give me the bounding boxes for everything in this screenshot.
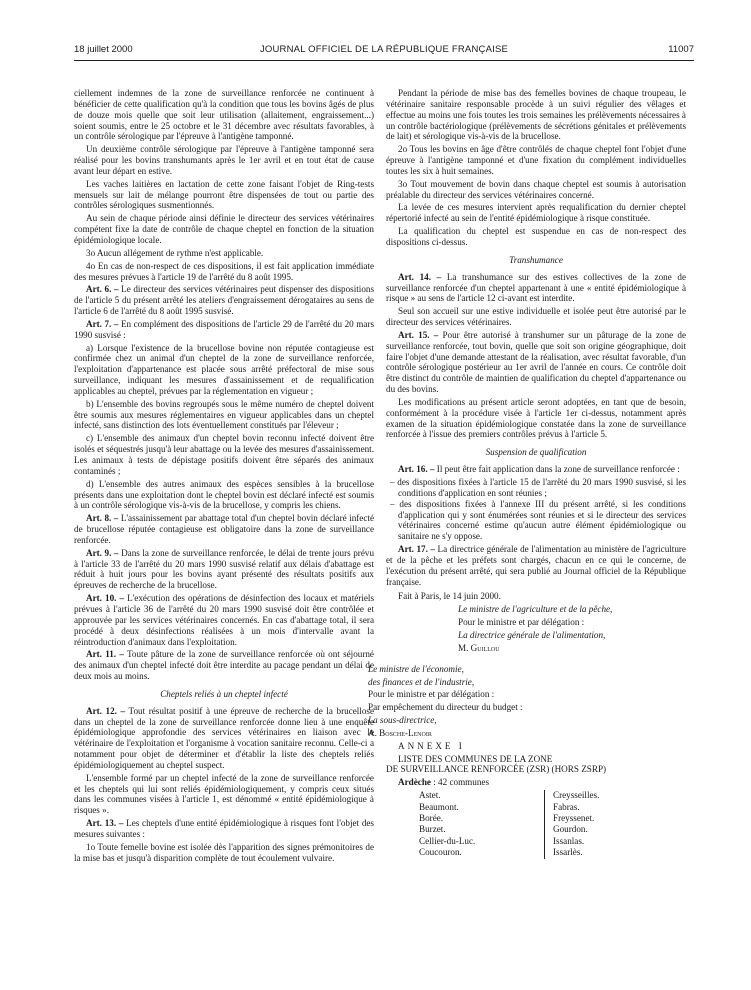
article-text: Le directeur des services vétérinaires peut dispenser des dispositions de l'article 5 du présent arrêté les ateliers d'engraissement dérogataires au sens de l'article 6 de l'arrêté du 8 août 1995 susvisé. bbox=[74, 284, 374, 317]
article-8 bbox=[74, 513, 374, 546]
right-column bbox=[368, 88, 687, 859]
signature-block-agriculture bbox=[446, 604, 686, 653]
signature-block-economy bbox=[356, 664, 556, 739]
article-label: Art. 12. – bbox=[86, 705, 126, 716]
commune-column bbox=[419, 790, 545, 858]
paragraph: Au sein de chaque période ainsi définie le directeur des services vétérinaires compétent fixe la date de contrôle de chaque cheptel en fonction de la situation épidémiologique locale. bbox=[74, 213, 374, 245]
paragraph: Les modifications au présent article seront adoptées, en tant que de besoin, conformément à la procédure visée à l'article 1er ci-dessus, notamment après examen de la situation épidémiologique constatée dans la zone de surveillance renforcée à l'issue des premiers contrôles prévus à l'article 5. bbox=[386, 396, 686, 440]
article-9 bbox=[74, 548, 374, 591]
article-text: En complément des dispositions de l'article 29 de l'arrêté du 20 mars 1990 susvisé : bbox=[74, 318, 375, 340]
article-text: La transhumance sur des estives collectives de la zone de surveillance renforcée d'un cheptel appartenant à une « entité épidémiologique à risque » au sens de l'article 12 ci-avant est interdite. bbox=[386, 271, 686, 304]
paragraph: a) Lorsque l'existence de la brucellose bovine non réputée contagieuse est confirmée chez un animal d'un cheptel de la zone de surveillance renforcée, l'exploitation d'appartenance est placée sous arrêté préfectoral de mise sous surveillance, indiquant les mesures d'assainissement et de requalification applicables au cheptel, prévues par la réglementation en vigueur ; bbox=[74, 342, 374, 396]
commune-item: Astet. bbox=[419, 790, 441, 801]
paragraph: d) L'ensemble des autres animaux des espèces sensibles à la brucellose présents dans une exploitation dont le cheptel bovin est déclaré infecté est soumis à un contrôle sérologique vis-à-vis de la brucellose, y compris les chiens. bbox=[74, 478, 374, 511]
paragraph: Un deuxième contrôle sérologique par l'épreuve à l'antigène tamponné sera réalisé pour les bovins transhumants après le 1er avril et en tout état de cause avant leur départ en estive. bbox=[74, 144, 374, 176]
commune-item: Cellier-du-Luc. bbox=[419, 835, 476, 846]
article-label: Art. 15. – bbox=[398, 329, 439, 340]
article-text: Il peut être fait application dans la zone de surveillance renforcée : bbox=[436, 464, 680, 475]
article-label: Art. 6. – bbox=[86, 284, 119, 295]
department-heading bbox=[386, 777, 686, 788]
commune-list bbox=[386, 790, 686, 858]
section-heading: Transhumance bbox=[509, 254, 563, 265]
department-count: : 42 communes bbox=[433, 777, 489, 788]
list-item: – des dispositions fixées à l'article 15 de l'arrêté du 20 mars 1990 susvisé, si les conditions d'application en sont réunies ; bbox=[390, 477, 686, 498]
paragraph: 4o En cas de non-respect de ces dispositions, il est fait application immédiate des mesures prévues à l'article 19 de l'arrêté du 8 août 1995. bbox=[74, 260, 374, 282]
paragraph: c) L'ensemble des animaux d'un cheptel bovin reconnu infecté doivent être isolés et séquestrés jusqu'à leur abattage ou la levée des mesures d'assainissement. Les animaux à tests de dépistage positifs doivent être séparés des animaux contaminés ; bbox=[74, 433, 374, 476]
department-name: Ardèche bbox=[398, 777, 431, 788]
signatory-title: Le ministre de l'agriculture et de la pêche, bbox=[458, 604, 613, 615]
commune-item: Issanlas. bbox=[553, 835, 585, 846]
signatory-title: Le ministre de l'économie, bbox=[368, 663, 464, 674]
article-label: Art. 9. – bbox=[86, 547, 119, 558]
article-14 bbox=[386, 272, 686, 305]
paragraph: Les vaches laitières en lactation de cette zone faisant l'objet de Ring-tests mensuels sur lait de mélange pourront être dispensées de tout ou partie des contrôles sérologiques susmentionnés. bbox=[74, 178, 374, 211]
annex-subtitle-line: DE SURVEILLANCE RENFORCÉE (ZSR) (HORS ZSRP) bbox=[386, 764, 607, 775]
commune-item: Coucouron. bbox=[419, 847, 462, 858]
paragraph: 3o Aucun allégement de rythme n'est applicable. bbox=[86, 247, 264, 258]
paragraph: Pendant la période de mise bas des femelles bovines de chaque troupeau, le vétérinaire sanitaire responsable procède à un suivi régulier des vêlages et effectue au moins une fois toutes les trois semaines les prélèvements nécessaires à un contrôle bactériologique (prélèvements de sécrétions génitales et prélèvements de lait) et sérologique vis-à-vis de la brucellose. bbox=[386, 88, 686, 142]
article-label: Art. 11. – bbox=[86, 649, 124, 660]
signing-place-date: Fait à Paris, le 14 juin 2000. bbox=[398, 591, 501, 602]
article-text: L'assainissement par abattage total d'un cheptel bovin déclaré infecté de brucellose réputée contagieuse est obligatoire dans la zone de surveillance renforcée. bbox=[74, 513, 374, 545]
article-16 bbox=[386, 464, 686, 475]
article-text: Tout résultat positif à une épreuve de recherche de la brucellose dans un cheptel de la zone de surveillance renforcée donne lieu à une enquête épidémiologique approfondie des services vétérinaires en liaison avec le vétérinaire de l'exploitation et l'organisme à vocation sanitaire reconnu. Celle-ci a notamment pour objet de déterminer et d'établir la liste des cheptels reliés épidémiologiquement au cheptel suspect. bbox=[74, 705, 374, 770]
article-label: Art. 16. – bbox=[398, 464, 435, 475]
article-text: Les cheptels d'une entité épidémiologique à risques font l'objet des mesures suivantes : bbox=[74, 818, 374, 839]
article-label: Art. 7. – bbox=[86, 318, 119, 329]
article-label: Art. 8. – bbox=[86, 513, 119, 524]
section-heading: Suspension de qualification bbox=[485, 447, 587, 458]
commune-item: Freyssenet. bbox=[553, 812, 595, 823]
signatory-line: Par empêchement du directeur du budget : bbox=[368, 702, 523, 713]
page-number: 11007 bbox=[668, 44, 694, 55]
paragraph: b) L'ensemble des bovins regroupés sous le même numéro de cheptel doivent être soumis aux mesures réglementaires en vigueur applicables dans un cheptel infecté, sans distinction des lots éventuellement constitués par l'éleveur ; bbox=[74, 398, 374, 431]
signatory-name: A. Bosche-Lenoir bbox=[368, 727, 432, 738]
paragraph: 3o Tout mouvement de bovin dans chaque cheptel est soumis à autorisation préalable du directeur des services vétérinaires concerné. bbox=[386, 178, 686, 200]
article-label: Art. 14. – bbox=[398, 271, 442, 282]
journal-title: JOURNAL OFFICIEL DE LA RÉPUBLIQUE FRANÇAISE bbox=[259, 44, 509, 55]
commune-item: Borée. bbox=[419, 812, 444, 823]
commune-item: Creysseilles. bbox=[553, 790, 600, 801]
paragraph: 2o Tous les bovins en âge d'être contrôlés de chaque cheptel font l'objet d'une épreuve à l'antigène tamponné et d'une fixation du complément individuelles toutes les six à huit semaines. bbox=[386, 144, 686, 176]
annex-subtitle-line: LISTE DES COMMUNES DE LA ZONE bbox=[398, 753, 553, 764]
issue-date: 18 juillet 2000 bbox=[74, 44, 133, 55]
paragraph: 1o Toute femelle bovine est isolée dès l'apparition des signes prémonitoires de la mise bas et jusqu'à disparition complète de tout écoulement vulvaire. bbox=[74, 841, 374, 863]
list-item: – des dispositions fixées à l'annexe III du présent arrêté, si les conditions d'application qui y sont énumérées sont réunies et si le directeur des services vétérinaires concerné estime qu'aucun autre élément épidémiologique ou sanitaire ne s'y oppose. bbox=[390, 498, 686, 542]
article-label: Art. 10. – bbox=[86, 593, 125, 604]
article-label: Art. 17. – bbox=[398, 544, 435, 555]
article-text: Pour être autorisé à transhumer sur un pâturage de la zone de surveillance renforcée, tout bovin, quelle que soit son origine géographique, doit faire l'objet d'une demande attestant de la réalisation, avec résultat favorable, d'un contrôle sérologique postérieur au 1er avril de l'année en cours. Ce contrôle doit être distinct du contrôle de maintien de qualification du cheptel d'appartenance ou du des bovins. bbox=[386, 329, 687, 395]
article-13 bbox=[74, 818, 374, 840]
signatory-title: La directrice générale de l'alimentation, bbox=[458, 629, 606, 640]
article-12 bbox=[74, 706, 374, 771]
signatory-title: des finances et de l'industrie, bbox=[368, 676, 475, 687]
signatory-title: La sous-directrice, bbox=[368, 715, 437, 726]
annex-subtitle bbox=[386, 754, 686, 776]
paragraph: La qualification du cheptel est suspendue en cas de non-respect des dispositions ci-dessus. bbox=[386, 226, 686, 247]
signatory-name: M. Guillou bbox=[458, 642, 500, 653]
section-heading: Cheptels reliés à un cheptel infecté bbox=[160, 688, 288, 699]
article-11 bbox=[74, 649, 374, 682]
signatory-line: Pour le ministre et par délégation : bbox=[458, 617, 585, 628]
left-column bbox=[74, 88, 374, 866]
commune-item: Beaumont. bbox=[419, 801, 459, 812]
commune-item: Gourdon. bbox=[553, 824, 588, 835]
article-17 bbox=[386, 544, 686, 587]
article-text: Toute pâture de la zone de surveillance renforcée où ont séjourné des animaux d'un cheptel infecté doit être interdite au pacage pendant un délai de deux mois au moins. bbox=[74, 649, 374, 682]
commune-item: Fabras. bbox=[553, 801, 580, 812]
article-label: Art. 13. – bbox=[86, 818, 124, 829]
paragraph: Seul son accueil sur une estive individuelle et isolée peut être autorisé par le directeur des services vétérinaires. bbox=[386, 306, 686, 328]
article-15 bbox=[386, 330, 686, 395]
commune-column bbox=[545, 790, 653, 858]
paragraph: L'ensemble formé par un cheptel infecté de la zone de surveillance renforcée et les cheptels qui lui sont reliés épidémiologiquement, y compris ceux situés dans les communes visées à l'article 1, est dénommé « entité épidémiologique à risques ». bbox=[74, 772, 374, 816]
article-16-list bbox=[386, 477, 686, 542]
commune-item: Burzet. bbox=[419, 824, 446, 835]
annex-title: ANNEXE I bbox=[398, 740, 465, 751]
article-text: Dans la zone de surveillance renforcée, le délai de trente jours prévu à l'article 33 de l'arrêté du 20 mars 1990 susvisé relatif aux délais d'abattage est réduit à huit jours pour les bovins ayant présenté des résultats positifs aux épreuves de recherche de la brucellose. bbox=[74, 547, 375, 591]
paragraph: La levée de ces mesures intervient après requalification du dernier cheptel répertorié infecté au sein de l'entité épidémiologique à risque constituée. bbox=[386, 202, 686, 224]
article-text: La directrice générale de l'alimentation au ministère de l'agriculture et de la pêche et les préfets sont chargés, chacun en ce qui le concerne, de l'exécution du présent arrêté, qui sera publié au Journal officiel de la République française. bbox=[386, 544, 686, 587]
commune-item: Issarlès. bbox=[553, 847, 583, 858]
article-text: L'exécution des opérations de désinfection des locaux et matériels prévues à l'article 36 de l'arrêté du 20 mars 1990 susvisé doit être contrôlée et approuvée par les services vétérinaires concernés. En cas d'abattage total, il sera procédé à deux désinfections réalisées à un mois d'intervalle avant la réintroduction d'animaux dans l'exploitation. bbox=[74, 593, 374, 647]
article-7 bbox=[74, 319, 374, 341]
article-6 bbox=[74, 284, 374, 317]
page-header bbox=[74, 44, 694, 60]
header-rule bbox=[74, 60, 694, 61]
article-10 bbox=[74, 593, 374, 647]
signatory-line: Pour le ministre et par délégation : bbox=[368, 689, 495, 700]
paragraph: ciellement indemnes de la zone de surveillance renforcée ne continuent à bénéficier de cette qualification qu'à la condition que tous les bovins âgés de plus de douze mois quelle que soit leur utilisation (allaitement, engraissement...) soient soumis, entre le 25 octobre et le 31 décembre avec résultats favorables, à un contrôle sérologique par l'épreuve à l'antigène tamponné. bbox=[74, 88, 374, 142]
